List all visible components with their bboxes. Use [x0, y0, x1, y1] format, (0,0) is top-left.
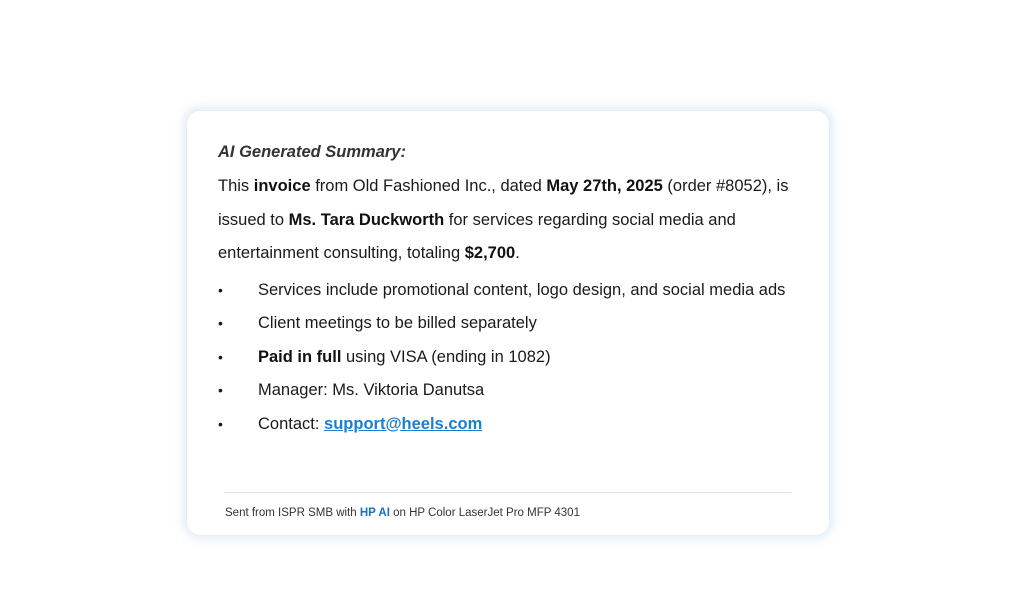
footer-text	[225, 505, 580, 521]
footer-suffix: on HP Color LaserJet Pro MFP 4301	[389, 507, 580, 519]
bullet-dot: •	[218, 348, 223, 365]
intro-date: May 27th, 2025	[546, 177, 663, 195]
intro-recipient: Ms. Tara Duckworth	[288, 210, 445, 229]
bullet-meetings	[218, 307, 798, 341]
bullet-dot: •	[218, 315, 223, 331]
bullet-dot: •	[218, 281, 223, 298]
bullet-services	[218, 274, 798, 308]
bullet-dot: •	[218, 382, 223, 398]
bullet-payment	[218, 341, 798, 375]
intro-total: $2,700	[464, 244, 516, 262]
intro-text-5: .	[515, 244, 520, 262]
summary-card	[186, 110, 830, 536]
intro-text-3: (order #8052), is issued to	[218, 177, 789, 229]
intro-text-4: for services regarding social media and entertainment consulting, totaling	[218, 210, 736, 262]
bullet-payment-status: Paid in full	[258, 347, 342, 366]
footer-brand: HP AI	[359, 507, 390, 519]
summary-heading: AI Generated Summary:	[218, 143, 406, 161]
summary-paragraph	[218, 170, 798, 271]
footer-prefix: Sent from ISPR SMB with	[225, 507, 360, 519]
summary-content	[218, 140, 798, 441]
footer-divider	[224, 492, 791, 493]
bullet-contact	[218, 408, 798, 442]
bullet-dot: •	[218, 415, 223, 432]
bullet-services-text: Services include promotional content, logo design, and social media ads	[258, 280, 786, 299]
intro-invoice: invoice	[253, 177, 311, 195]
contact-email-link[interactable]: support@heels.com	[324, 414, 483, 433]
bullet-manager	[218, 374, 798, 408]
intro-text-1: This	[218, 177, 254, 195]
intro-text-2: from Old Fashioned Inc., dated	[310, 177, 547, 195]
bullet-manager-text: Manager: Ms. Viktoria Danutsa	[258, 381, 485, 399]
bullet-contact-label: Contact:	[258, 414, 325, 433]
bullet-payment-method: using VISA (ending in 1082)	[341, 347, 551, 366]
bullet-meetings-text: Client meetings to be billed separately	[258, 314, 537, 332]
summary-bullet-list	[218, 274, 798, 442]
